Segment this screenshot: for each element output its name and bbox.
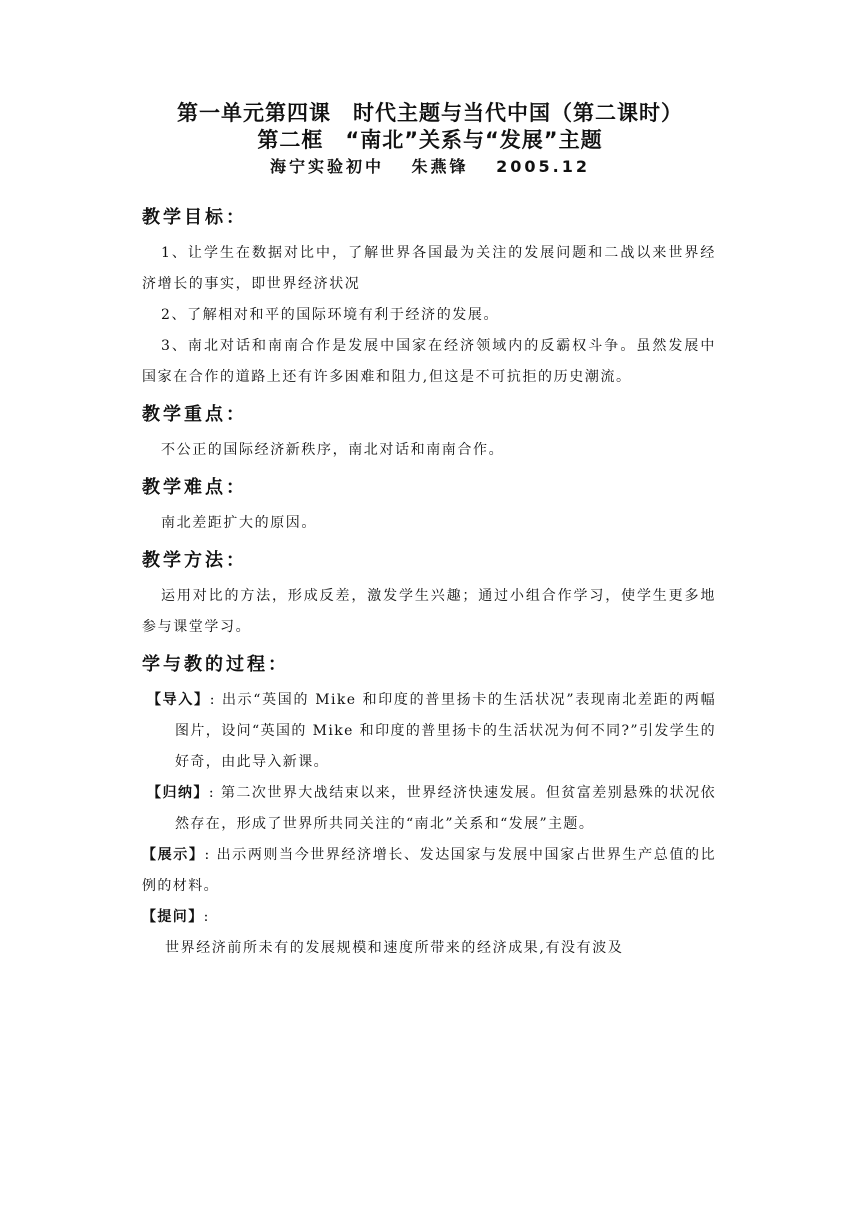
process-tag-intro: 【导入】 xyxy=(147,692,210,708)
section-key-points xyxy=(142,401,716,466)
objective-item-3: 3、南北对话和南南合作是发展中国家在经济领域内的反霸权斗争。虽然发展中国家在合作的道路上还有许多困难和阻力,但这是不可抗拒的历史潮流。 xyxy=(142,338,716,385)
heading-difficulties: 教学难点： xyxy=(142,477,247,498)
heading-objectives: 教学目标： xyxy=(142,207,247,228)
title-block xyxy=(0,100,860,180)
process-step-question xyxy=(142,902,716,933)
section-objectives xyxy=(142,204,716,393)
lesson-title: 第一单元第四课 时代主题与当代中国（第二课时） xyxy=(177,101,683,125)
process-step-summary xyxy=(142,778,716,840)
section-process xyxy=(142,651,716,964)
section-methods xyxy=(142,547,716,643)
process-step-display xyxy=(142,840,716,902)
key-points-text: 不公正的国际经济新秩序，南北对话和南南合作。 xyxy=(161,442,505,458)
heading-process: 学与教的过程： xyxy=(142,654,289,675)
heading-methods: 教学方法： xyxy=(142,550,247,571)
process-text-intro: : 出示“英国的 Mike 和印度的普里扬卡的生活状况”表现南北差距的两幅图片，设问“英国的 Mike 和印度的普里扬卡的生活状况为何不同?”引发学生的好奇，由此导入新课。 xyxy=(175,692,716,770)
process-last-paragraph: 世界经济前所未有的发展规模和速度所带来的经济成果,有没有波及 xyxy=(165,940,624,956)
process-text-question: : xyxy=(203,909,210,925)
process-text-display: : 出示两则当今世界经济增长、发达国家与发展中国家占世界生产总值的比例的材料。 xyxy=(142,847,716,894)
author-line: 海宁实验初中 朱燕锋 2005.12 xyxy=(269,157,591,176)
process-tag-question: 【提问】 xyxy=(142,909,204,925)
objective-item-2: 2、了解相对和平的国际环境有利于经济的发展。 xyxy=(161,307,500,323)
objective-item-1: 1、让学生在数据对比中，了解世界各国最为关注的发展问题和二战以来世界经济增长的事实，即世界经济状况 xyxy=(142,245,716,292)
process-tag-summary: 【归纳】 xyxy=(147,785,209,801)
methods-text: 运用对比的方法，形成反差，激发学生兴趣；通过小组合作学习，使学生更多地参与课堂学习。 xyxy=(142,588,716,635)
lesson-subtitle: 第二框 “南北”关系与“发展”主题 xyxy=(257,128,603,152)
process-tag-display: 【展示】 xyxy=(142,847,205,863)
document-body xyxy=(142,204,716,972)
process-step-intro xyxy=(142,685,716,778)
section-difficulties xyxy=(142,474,716,539)
difficulties-text: 南北差距扩大的原因。 xyxy=(161,515,317,531)
heading-key-points: 教学重点： xyxy=(142,404,247,425)
process-text-summary: : 第二次世界大战结束以来，世界经济快速发展。但贫富差别悬殊的状况依然存在，形成了世界所共同关注的“南北”关系和“发展”主题。 xyxy=(175,785,717,832)
